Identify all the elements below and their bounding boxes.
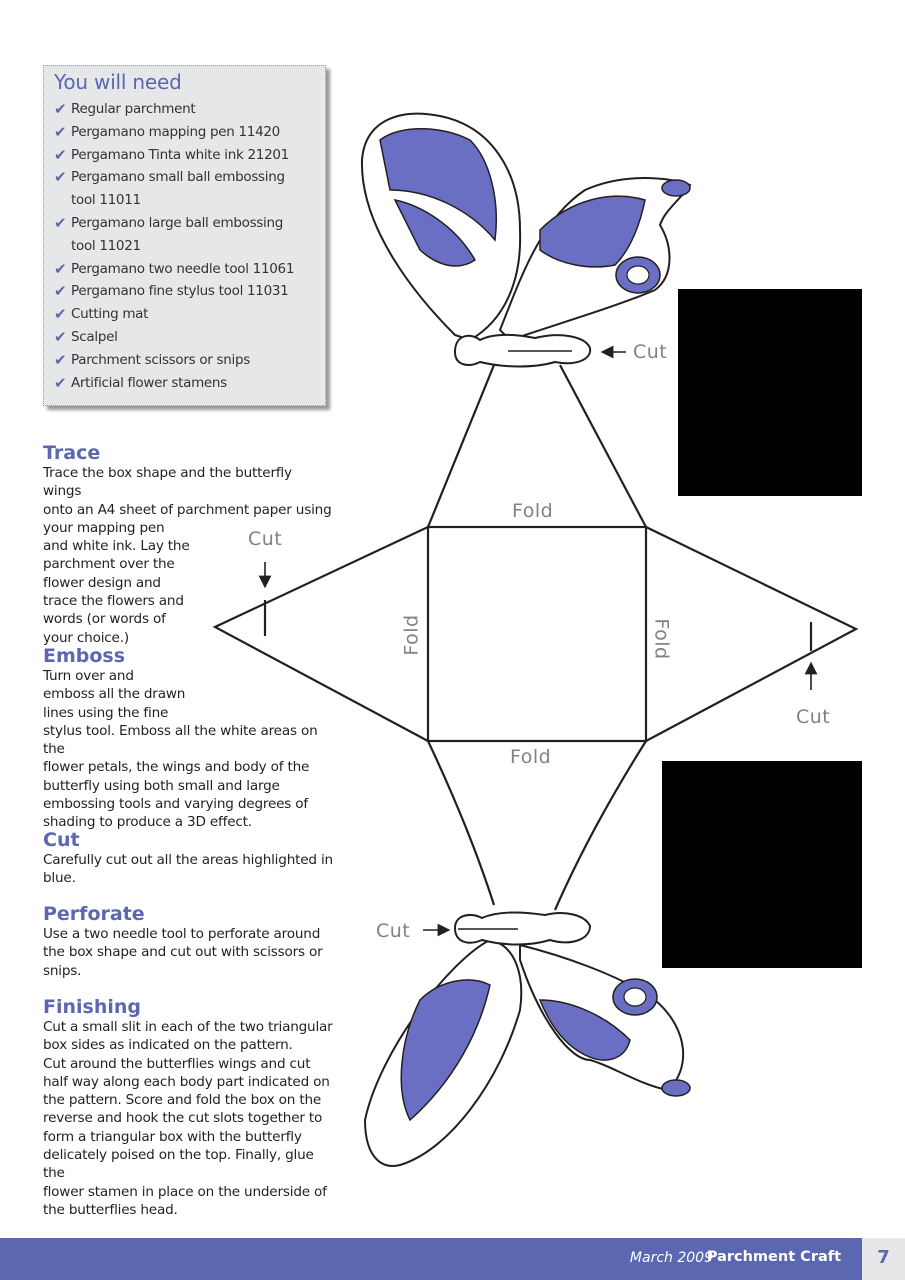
checkmark-icon: ✔ [54, 350, 67, 369]
fold-label-bottom: Fold [510, 746, 552, 768]
cut-body: Carefully cut out all the areas highlighted in blue. [43, 852, 333, 887]
checkmark-icon: ✔ [54, 327, 67, 346]
needs-item-continued: tool 11021 [71, 237, 141, 254]
checkmark-icon: ✔ [54, 122, 67, 141]
perforate-body: Use a two needle tool to perforate around the box shape and cut out with scissors or snips. [43, 926, 323, 979]
black-block-upper [678, 289, 862, 496]
bottom-butterfly [365, 912, 690, 1166]
needs-item: ✔ Regular parchment [54, 98, 325, 121]
checkmark-icon: ✔ [54, 282, 67, 301]
cut-label-bottom: Cut [376, 920, 411, 942]
footer-magazine: Parchment Craft [706, 1249, 841, 1265]
needs-item: ✔ Pergamano mapping pen 11420 [54, 121, 325, 144]
fold-label-left: Fold [400, 614, 423, 656]
fold-label-right: Fold [650, 618, 673, 660]
needs-item: ✔ Pergamano two needle tool 11061 [54, 258, 325, 281]
fold-label-top: Fold [512, 500, 554, 522]
needs-item: ✔ Artificial flower stamens [54, 372, 325, 395]
checkmark-icon: ✔ [54, 100, 67, 118]
box-square [428, 527, 646, 741]
needs-item: ✔ Pergamano large ball embossing [54, 212, 325, 235]
trace-body: Trace the box shape and the butterfly wings onto an A4 sheet of parchment paper using your mapping pen and white ink. Lay the parchment over the flower design and trace the flowers and words (or words of your choice.) [43, 465, 332, 646]
needs-item: ✔ Pergamano small ball embossing [54, 166, 325, 189]
page-footer [0, 1238, 905, 1280]
trace-title: Trace [43, 442, 101, 464]
emboss-body: Turn over and emboss all the drawn lines using the fine stylus tool. Emboss all the white areas on the flower petals, the wings and body of the butterfly using both small and large embossing tools and varying degrees of shading to produce a 3D effect. [43, 668, 318, 831]
needs-item: ✔ Pergamano fine stylus tool 11031 [54, 280, 325, 303]
finishing-title: Finishing [43, 996, 142, 1018]
cut-label-right: Cut [796, 706, 831, 728]
needs-title: You will need [54, 70, 182, 94]
finishing-body: Cut a small slit in each of the two triangular box sides as indicated on the pattern. Cut around the butterflies wings and cut half way along each body part indicated on the pattern. Score and fold the box on the reverse and hook the cut slots together to form a triangular box with the butterfly delicately poised on the top. Finally, glue the flower stamen in place on the underside of the butterflies head. [43, 1019, 333, 1218]
checkmark-icon: ✔ [54, 373, 67, 392]
left-triangle [215, 527, 428, 741]
cut-label-top: Cut [633, 341, 668, 363]
top-butterfly [362, 114, 690, 367]
cut-label-left: Cut [248, 528, 283, 550]
cut-title: Cut [43, 829, 80, 851]
emboss-title: Emboss [43, 645, 126, 667]
footer-date: March 2009 [629, 1250, 713, 1266]
black-block-lower [662, 761, 862, 968]
needs-item-continued: tool 11011 [71, 192, 141, 209]
perforate-title: Perforate [43, 903, 145, 925]
needs-item: ✔ Cutting mat [54, 303, 325, 326]
needs-item: ✔ Pergamano Tinta white ink 21201 [54, 144, 325, 167]
checkmark-icon: ✔ [54, 145, 67, 164]
needs-item: ✔ Scalpel [54, 326, 325, 349]
page-number: 7 [862, 1238, 905, 1280]
checkmark-icon: ✔ [54, 168, 67, 187]
checkmark-icon: ✔ [54, 305, 67, 324]
checkmark-icon: ✔ [54, 259, 67, 278]
checkmark-icon: ✔ [54, 213, 67, 232]
needs-item: ✔ Parchment scissors or snips [54, 349, 325, 372]
